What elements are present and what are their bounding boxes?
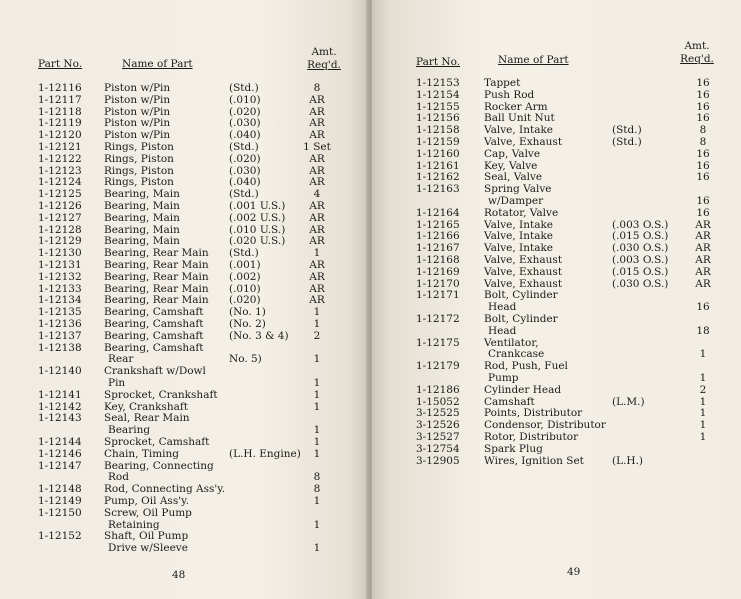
part-name: Bolt, Cylinder: [484, 289, 558, 302]
amount-required: 1: [313, 518, 321, 531]
part-number: 1-12172: [416, 313, 460, 325]
part-spec: (.001 U.S.): [229, 200, 286, 212]
part-spec: (.030): [229, 164, 261, 177]
part-number: 1-12158: [416, 124, 460, 137]
part-name: Valve, Exhaust: [484, 254, 563, 266]
part-number: 1-12169: [416, 265, 460, 278]
amount-required: 1: [699, 431, 707, 443]
part-spec: No. 5): [229, 353, 262, 366]
part-name: Rings, Piston: [104, 141, 174, 153]
amount-required: AR: [309, 294, 325, 307]
part-spec: (.030 O.S.): [612, 277, 669, 290]
part-name: Push Rod: [484, 88, 535, 101]
part-number: 1-12118: [38, 105, 82, 118]
part-number: 1-12117: [38, 93, 82, 106]
header-name-of-part: Name of Part: [122, 58, 193, 70]
amount-required: AR: [695, 230, 711, 243]
part-number: 1-12121: [38, 141, 82, 153]
part-number: 1-12168: [416, 254, 460, 266]
part-name: Sprocket, Camshaft: [104, 436, 210, 448]
part-name: Head: [488, 324, 517, 337]
part-name: Rings, Piston: [104, 152, 174, 165]
amount-required: 1: [699, 372, 707, 384]
part-name: Piston w/Pin: [104, 105, 171, 118]
part-name: Retaining: [108, 518, 160, 531]
amount-required: 16: [696, 112, 710, 125]
part-spec: (.003 O.S.): [612, 218, 669, 231]
part-name: Cylinder Head: [484, 383, 562, 396]
amount-required: 1: [699, 407, 707, 420]
page-number-left: 48: [172, 569, 186, 581]
part-spec: (.010 U.S.): [229, 223, 286, 236]
part-spec: (.030): [229, 117, 261, 130]
amount-required: AR: [309, 270, 325, 283]
part-spec: (Std.): [612, 136, 642, 148]
part-spec: (Std.): [229, 247, 259, 260]
part-number: 3-12754: [416, 442, 460, 455]
amount-required: 8: [313, 82, 321, 94]
part-name: Key, Crankshaft: [104, 400, 188, 413]
amount-required: 1: [313, 247, 321, 260]
part-name: Spark Plug: [484, 442, 543, 455]
amount-required: 1: [313, 424, 321, 437]
part-number: 1-12119: [38, 117, 82, 130]
part-spec: (No. 1): [229, 306, 266, 319]
part-number: 1-12171: [416, 289, 460, 302]
part-name: Wires, Ignition Set: [484, 454, 584, 467]
part-spec: (Std.): [229, 141, 259, 153]
part-number: 1-12154: [416, 88, 460, 101]
part-number: 1-12122: [38, 152, 82, 165]
part-name: Rings, Piston: [104, 176, 174, 189]
amount-required: 4: [313, 188, 321, 201]
part-number: 3-12525: [416, 407, 460, 420]
amount-required: 1: [313, 542, 321, 555]
amount-required: AR: [309, 176, 325, 189]
part-name: Crankshaft w/Dowl: [104, 365, 206, 378]
part-name: Bearing, Main: [104, 211, 180, 224]
amount-required: 1: [313, 447, 321, 460]
amount-required: AR: [309, 152, 325, 165]
part-number: 1-12130: [38, 247, 82, 260]
part-name: Valve, Exhaust: [484, 265, 563, 278]
part-name: Spring Valve: [484, 183, 552, 196]
part-name: Bearing, Camshaft: [104, 318, 204, 330]
amount-required: AR: [695, 254, 711, 266]
page-number-right: 49: [567, 566, 581, 578]
amount-required: AR: [309, 282, 325, 295]
part-number: 1-12152: [38, 530, 82, 543]
part-name: Pin: [108, 377, 126, 389]
part-name: Points, Distributor: [484, 407, 583, 420]
part-name: Screw, Oil Pump: [104, 506, 192, 519]
part-name: Cap, Valve: [484, 147, 541, 160]
amount-required: AR: [309, 211, 325, 224]
amount-required: 16: [696, 88, 710, 101]
amount-required: AR: [309, 129, 325, 142]
part-name: Piston w/Pin: [104, 129, 171, 142]
part-spec: (.020): [229, 294, 261, 307]
header-amt: Amt.: [311, 46, 337, 58]
part-name: Bearing, Rear Main: [104, 294, 209, 307]
amount-required: 16: [696, 206, 710, 219]
part-number: 1-12142: [38, 400, 82, 413]
amount-required: AR: [695, 218, 711, 231]
part-name: Rocker Arm: [484, 100, 548, 113]
part-number: 1-12163: [416, 183, 460, 196]
header-part-no: Part No.: [38, 58, 83, 70]
part-number: 1-12153: [416, 77, 460, 89]
part-name: Bearing, Rear Main: [104, 270, 209, 283]
part-name: Valve, Intake: [484, 124, 554, 137]
amount-required: 1: [313, 388, 321, 401]
part-number: 1-12186: [416, 383, 460, 396]
part-spec: (.010): [229, 282, 261, 295]
part-name: Bearing, Main: [104, 188, 180, 201]
part-name: Bearing, Main: [104, 223, 180, 236]
part-number: 1-12136: [38, 318, 82, 330]
part-name: Valve, Exhaust: [484, 277, 563, 290]
part-number: 1-12179: [416, 360, 460, 373]
part-number: 1-12161: [416, 159, 460, 172]
amount-required: 16: [696, 171, 710, 184]
part-spec: (No. 3 & 4): [229, 329, 289, 342]
part-number: 1-12166: [416, 230, 460, 243]
part-spec: (.002 U.S.): [229, 211, 286, 224]
part-spec: (.003 O.S.): [612, 254, 669, 266]
part-number: 1-12123: [38, 164, 82, 177]
part-spec: (.020): [229, 105, 261, 118]
part-name: Bearing, Rear Main: [104, 282, 209, 295]
part-number: 1-12159: [416, 136, 460, 148]
amount-required: AR: [309, 200, 325, 212]
amount-required: AR: [309, 93, 325, 106]
part-number: 3-12905: [416, 454, 460, 467]
amount-required: 16: [696, 159, 710, 172]
part-name: Rear: [108, 353, 134, 366]
part-name: Bearing, Main: [104, 200, 180, 212]
amount-required: 8: [699, 124, 707, 137]
part-name: Key, Valve: [484, 159, 538, 172]
header-part-no: Part No.: [416, 56, 461, 68]
amount-required: 8: [699, 136, 707, 148]
amount-required: AR: [309, 259, 325, 271]
part-number: 1-12141: [38, 388, 82, 401]
header-name-of-part: Name of Part: [498, 54, 569, 66]
part-name: Bolt, Cylinder: [484, 313, 558, 325]
part-spec: (.015 O.S.): [612, 230, 669, 243]
part-number: 1-12124: [38, 176, 82, 189]
part-spec: (L.M.): [612, 395, 645, 408]
part-name: Bearing, Camshaft: [104, 306, 204, 319]
part-number: 1-12134: [38, 294, 82, 307]
part-number: 1-12120: [38, 129, 82, 142]
part-name: Ball Unit Nut: [484, 112, 555, 125]
amount-required: AR: [695, 242, 711, 255]
header-reqd: Req'd.: [307, 59, 341, 71]
part-spec: (L.H.): [612, 454, 643, 467]
part-number: 1-15052: [416, 395, 460, 408]
part-number: 1-12135: [38, 306, 82, 319]
part-name: Condensor, Distributor: [484, 419, 606, 432]
amount-required: 16: [696, 77, 710, 89]
part-name: Rod, Push, Fuel: [484, 360, 568, 373]
part-spec: (.040): [229, 129, 261, 142]
part-name: Pump, Oil Ass'y.: [104, 495, 189, 507]
amount-required: 1: [313, 318, 321, 330]
amount-required: 1: [699, 419, 707, 432]
part-name: Ventilator,: [484, 336, 539, 349]
part-spec: (.015 O.S.): [612, 265, 669, 278]
part-name: Valve, Intake: [484, 242, 554, 255]
part-number: 1-12147: [38, 459, 82, 472]
part-name: Bearing, Main: [104, 235, 180, 248]
part-number: 1-12167: [416, 242, 460, 255]
amount-required: AR: [309, 235, 325, 248]
part-number: 1-12170: [416, 277, 460, 290]
amount-required: AR: [309, 105, 325, 118]
part-name: Bearing: [108, 424, 151, 437]
part-name: Head: [488, 301, 517, 314]
part-number: 1-12175: [416, 336, 460, 349]
amount-required: AR: [309, 223, 325, 236]
part-name: Bearing, Rear Main: [104, 247, 209, 260]
amount-required: 1: [313, 436, 321, 448]
part-number: 1-12162: [416, 171, 460, 184]
left-page: [0, 0, 368, 599]
header-amt: Amt.: [684, 40, 710, 52]
part-number: 1-12128: [38, 223, 82, 236]
part-number: 1-12156: [416, 112, 460, 125]
part-spec: (.010): [229, 93, 261, 106]
part-name: Valve, Intake: [484, 230, 554, 243]
amount-required: 2: [313, 329, 321, 342]
part-number: 1-12155: [416, 100, 460, 113]
part-spec: (No. 2): [229, 318, 266, 330]
part-name: Bearing, Rear Main: [104, 259, 209, 271]
part-number: 1-12129: [38, 235, 82, 248]
part-spec: (Std.): [229, 82, 259, 94]
part-number: 1-12137: [38, 329, 82, 342]
amount-required: 1: [699, 395, 707, 408]
part-number: 1-12146: [38, 447, 82, 460]
part-name: Bearing, Camshaft: [104, 341, 204, 354]
part-number: 1-12144: [38, 436, 82, 448]
part-number: 1-12116: [38, 82, 82, 94]
amount-required: 18: [696, 324, 710, 337]
part-name: Rings, Piston: [104, 164, 174, 177]
part-number: 1-12132: [38, 270, 82, 283]
part-name: Seal, Rear Main: [104, 412, 190, 425]
amount-required: 1: [313, 495, 321, 507]
amount-required: AR: [695, 265, 711, 278]
part-name: Shaft, Oil Pump: [104, 530, 189, 543]
part-name: Crankcase: [488, 348, 545, 361]
part-name: Chain, Timing: [104, 447, 180, 460]
part-number: 1-12164: [416, 206, 460, 219]
amount-required: 1: [313, 400, 321, 413]
part-name: Rod: [108, 471, 129, 484]
part-spec: (L.H. Engine): [229, 447, 301, 460]
part-spec: (.030 O.S.): [612, 242, 669, 255]
part-name: Piston w/Pin: [104, 117, 171, 130]
part-spec: (.040): [229, 176, 261, 189]
part-name: Rotator, Valve: [484, 206, 559, 219]
amount-required: AR: [309, 117, 325, 130]
part-name: Bearing, Camshaft: [104, 329, 204, 342]
part-spec: (.001): [229, 259, 261, 271]
part-name: Rod, Connecting Ass'y.: [104, 483, 226, 496]
part-spec: (.020): [229, 152, 261, 165]
amount-required: AR: [309, 164, 325, 177]
part-spec: (Std.): [612, 124, 642, 137]
amount-required: 1: [699, 348, 707, 361]
amount-required: 16: [696, 147, 710, 160]
amount-required: 8: [313, 471, 321, 484]
part-name: Piston w/Pin: [104, 93, 171, 106]
part-number: 1-12125: [38, 188, 82, 201]
part-number: 1-12165: [416, 218, 460, 231]
amount-required: 8: [313, 483, 321, 496]
part-number: 1-12138: [38, 341, 82, 354]
part-name: Sprocket, Crankshaft: [104, 388, 218, 401]
part-number: 1-12131: [38, 259, 82, 271]
part-number: 1-12150: [38, 506, 82, 519]
part-spec: (Std.): [229, 188, 259, 201]
part-name: Camshaft: [484, 395, 535, 408]
part-name: Tappet: [484, 77, 521, 89]
part-number: 3-12527: [416, 431, 460, 443]
header-reqd: Req'd.: [680, 53, 714, 65]
part-name: Valve, Intake: [484, 218, 554, 231]
part-name: Drive w/Sleeve: [108, 542, 188, 555]
part-name: Bearing, Connecting: [104, 459, 214, 472]
part-name: Pump: [488, 372, 519, 384]
part-number: 1-12160: [416, 147, 460, 160]
part-name: Seal, Valve: [484, 171, 543, 184]
amount-required: 1: [313, 377, 321, 389]
part-number: 1-12133: [38, 282, 82, 295]
part-spec: (.020 U.S.): [229, 235, 286, 248]
amount-required: AR: [695, 277, 711, 290]
part-spec: (.002): [229, 270, 261, 283]
part-number: 1-12127: [38, 211, 82, 224]
part-name: w/Damper: [488, 195, 544, 207]
part-number: 1-12140: [38, 365, 82, 378]
amount-required: 1: [313, 353, 321, 366]
part-name: Valve, Exhaust: [484, 136, 563, 148]
amount-required: 2: [699, 383, 707, 396]
part-number: 1-12126: [38, 200, 82, 212]
part-number: 1-12143: [38, 412, 82, 425]
part-name: Piston w/Pin: [104, 82, 171, 94]
amount-required: 1: [313, 306, 321, 319]
amount-required: 16: [696, 195, 710, 207]
part-number: 1-12149: [38, 495, 82, 507]
amount-required: 16: [696, 301, 710, 314]
amount-required: 1 Set: [303, 141, 331, 153]
part-name: Rotor, Distributor: [484, 431, 579, 443]
amount-required: 16: [696, 100, 710, 113]
part-number: 3-12526: [416, 419, 460, 432]
part-number: 1-12148: [38, 483, 82, 496]
right-page: [372, 0, 741, 599]
